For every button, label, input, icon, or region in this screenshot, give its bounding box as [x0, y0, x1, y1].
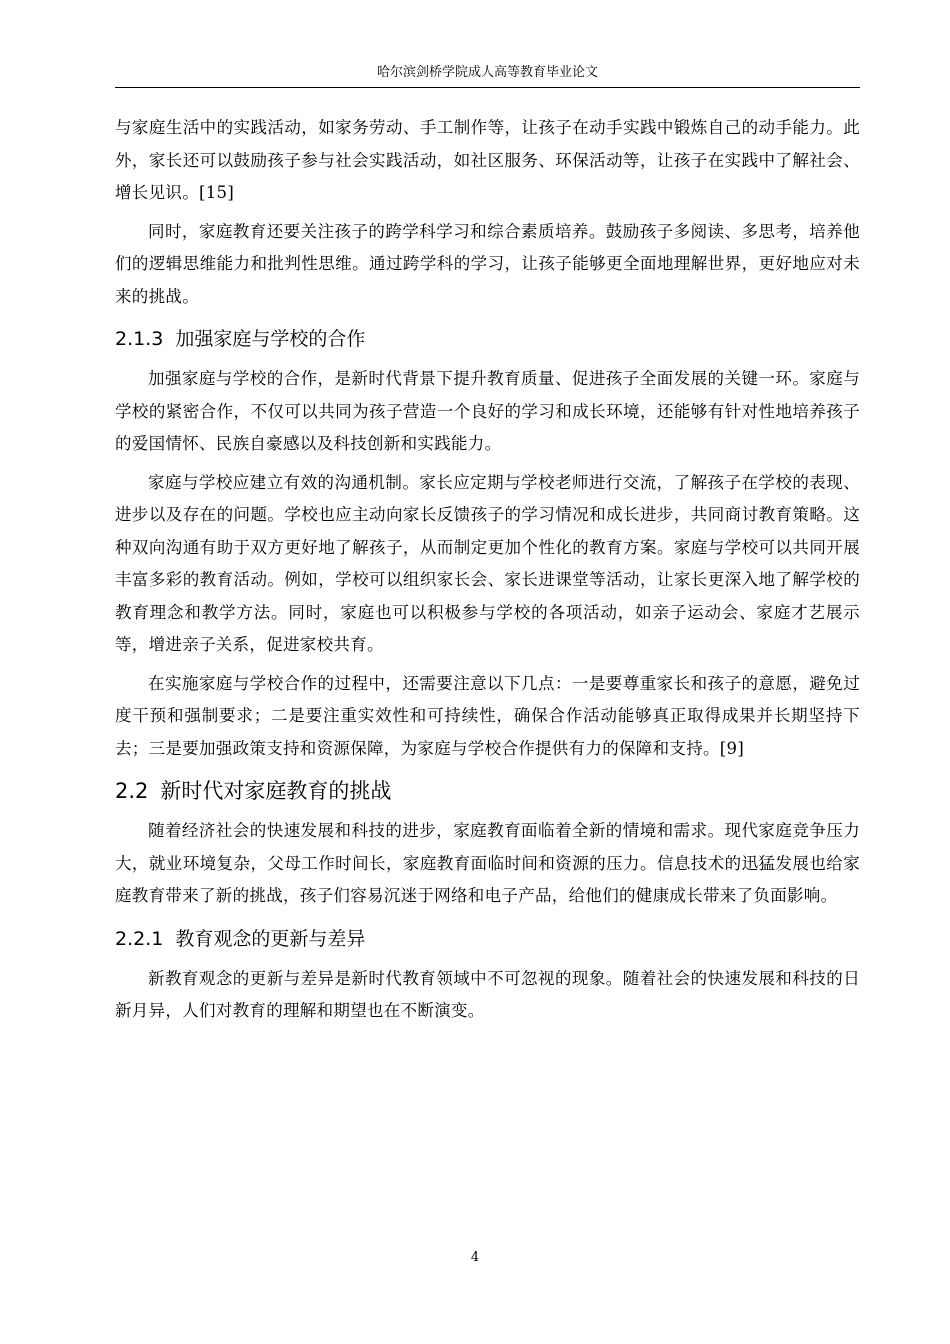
section-heading-2-2: [115, 771, 860, 811]
paragraph-6: 随着经济社会的快速发展和科技的进步，家庭教育面临着全新的情境和需求。现代家庭竞争压力大，就业环境复杂，父母工作时间长，家庭教育面临时间和资源的压力。信息技术的迅猛发展也给家庭教育带来了新的挑战，孩子们容易沉迷于网络和电子产品，给他们的健康成长带来了负面影响。: [115, 821, 860, 905]
paragraph-3: 加强家庭与学校的合作，是新时代背景下提升教育质量、促进孩子全面发展的关键一环。家庭与学校的紧密合作，不仅可以共同为孩子营造一个良好的学习和成长环境，还能够有针对性地培养孩子的爱国情怀、民族自豪感以及科技创新和实践能力。: [115, 369, 860, 453]
section-title: 加强家庭与学校的合作: [175, 328, 366, 350]
paragraph-7: 新教育观念的更新与差异是新时代教育领域中不可忽视的现象。随着社会的快速发展和科技的日新月异，人们对教育的理解和期望也在不断演变。: [115, 968, 860, 1020]
section-number: 2.2: [115, 779, 149, 803]
section-number: 2.1.3: [115, 328, 164, 350]
section-number: 2.2.1: [115, 927, 164, 950]
section-title: 新时代对家庭教育的挑战: [160, 779, 392, 803]
section-heading-2-1-3: [115, 319, 860, 359]
section-title: 教育观念的更新与差异: [175, 927, 366, 950]
page-body: [115, 112, 860, 1034]
paragraph-4: 家庭与学校应建立有效的沟通机制。家长应定期与学校老师进行交流，了解孩子在学校的表现、进步以及存在的问题。学校也应主动向家长反馈孩子的学习情况和成长进步，共同商讨教育策略。这种双向沟通有助于双方更好地了解孩子，从而制定更加个性化的教育方案。家庭与学校可以共同开展丰富多彩的教育活动。例如，学校可以组织家长会、家长进课堂等活动，让家长更深入地了解学校的教育理念和教学方法。同时，家庭也可以积极参与学校的各项活动，如亲子运动会、家庭才艺展示等，增进亲子关系，促进家校共育。: [115, 472, 860, 654]
paragraph-1: 与家庭生活中的实践活动，如家务劳动、手工制作等，让孩子在动手实践中锻炼自己的动手能力。此外，家长还可以鼓励孩子参与社会实践活动，如社区服务、环保活动等，让孩子在实践中了解社会、增长见识。[15]: [115, 118, 860, 202]
section-heading-2-2-1: [115, 919, 860, 959]
paragraph-2: 同时，家庭教育还要关注孩子的跨学科学习和综合素质培养。鼓励孩子多阅读、多思考，培养他们的逻辑思维能力和批判性思维。通过跨学科的学习，让孩子能够更全面地理解世界，更好地应对未来的挑战。: [115, 221, 860, 306]
paragraph-5: 在实施家庭与学校合作的过程中，还需要注意以下几点：一是要尊重家长和孩子的意愿，避免过度干预和强制要求；二是要注重实效性和可持续性，确保合作活动能够真正取得成果并长期坚持下去；三是要加强政策支持和资源保障，为家庭与学校合作提供有力的保障和支持。[9]: [115, 673, 860, 758]
running-header: 哈尔滨剑桥学院成人高等教育毕业论文: [376, 65, 598, 80]
page-number: 4: [470, 1250, 480, 1265]
header-divider: [115, 87, 860, 88]
